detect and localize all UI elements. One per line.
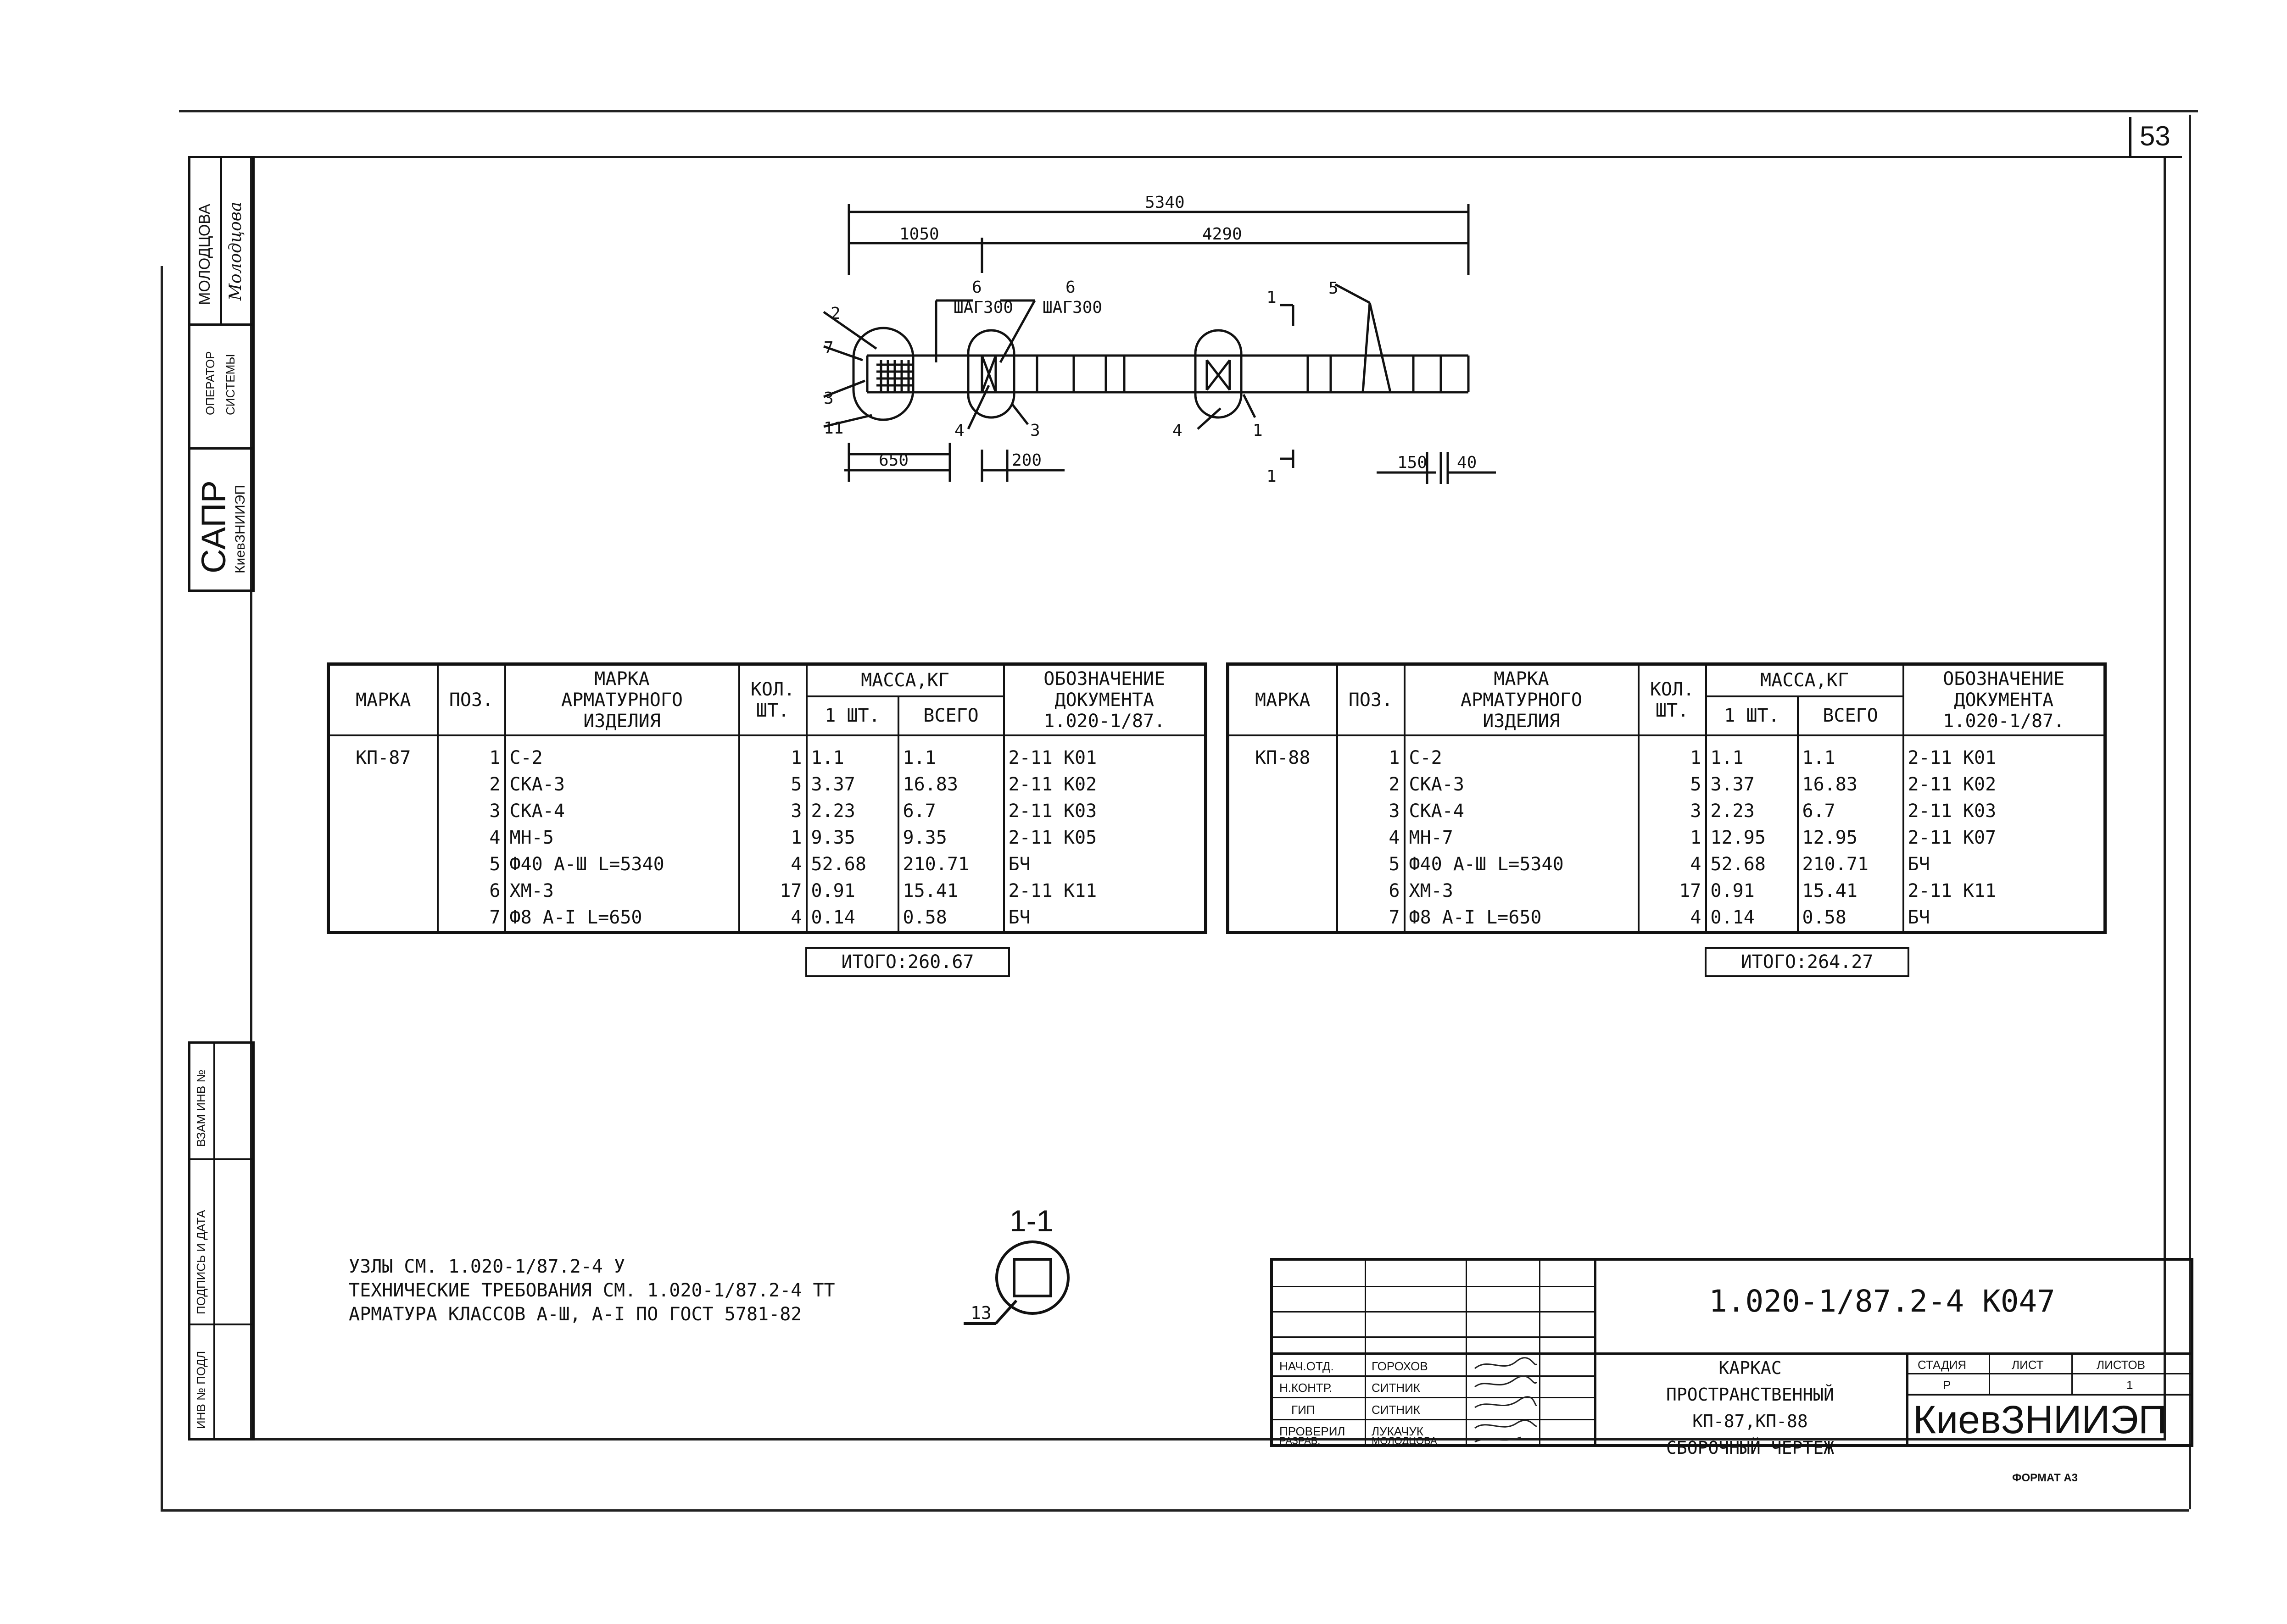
total-kp87 — [805, 947, 1010, 977]
mass-all-column: 1.1 16.83 6.7 12.95 210.71 15.41 0.58 — [1798, 735, 1903, 933]
header-item: МАРКА АРМАТУРНОГО ИЗДЕЛИЯ — [505, 664, 739, 735]
stage-value: Р — [1943, 1378, 1951, 1392]
spec-table-kp88 — [1226, 662, 2107, 934]
sapr-label: САПР — [195, 480, 233, 573]
step-b: ШАГ300 — [1043, 298, 1103, 317]
callout-6b: 6 — [1065, 278, 1076, 297]
doc-column: 2-11 К01 2-11 К02 2-11 К03 2-11 К05 БЧ 2-11 К11 БЧ — [1004, 735, 1206, 933]
section-title: 1-1 — [1010, 1204, 1054, 1238]
name-1: ГОРОХОВ — [1372, 1359, 1428, 1373]
name-4: ЛУКАЧУК — [1372, 1424, 1424, 1438]
section-mark-bottom: 1 — [1266, 467, 1277, 486]
callout-2: 2 — [831, 304, 841, 323]
dim-40: 40 — [1457, 453, 1477, 472]
callout-1: 1 — [1253, 421, 1263, 440]
name-2: СИТНИК — [1372, 1381, 1420, 1395]
left-sheet-line — [161, 266, 163, 1509]
callout-7: 7 — [824, 339, 834, 357]
organization: КиевЗНИИЭП — [1913, 1398, 2167, 1442]
role-nach-otd: НАЧ.ОТД. — [1279, 1359, 1334, 1373]
title-block — [1270, 1258, 2193, 1458]
name-3: СИТНИК — [1372, 1403, 1420, 1417]
vzam-inv-label: ВЗАМ ИНВ № — [194, 1069, 208, 1147]
header-mass: МАССА,КГ — [807, 664, 1004, 696]
mass-1-column: 1.1 3.37 2.23 9.35 52.68 0.91 0.14 — [807, 735, 898, 933]
side-name: МОЛОДЦОВА — [196, 204, 213, 305]
sheets-value: 1 — [2126, 1378, 2133, 1392]
operator-label: ОПЕРАТОР — [203, 351, 217, 415]
role-n-kontr: Н.КОНТР. — [1279, 1381, 1333, 1395]
name-5: МОЛОДЦОВА — [1372, 1435, 1437, 1446]
spec-table-kp87 — [327, 662, 1207, 934]
callout-11: 11 — [824, 419, 844, 438]
note-2: ТЕХНИЧЕСКИЕ ТРЕБОВАНИЯ СМ. 1.020-1/87.2-4 ТТ — [349, 1280, 835, 1301]
dim-total: 5340 — [1145, 193, 1185, 212]
header-mass-1: 1 ШТ. — [807, 696, 898, 735]
note-1: УЗЛЫ СМ. 1.020-1/87.2-4 У — [349, 1256, 625, 1277]
callout-13: 13 — [971, 1303, 992, 1323]
inv-podl-label: ИНВ № ПОДЛ — [194, 1351, 208, 1429]
doc-column: 2-11 К01 2-11 К02 2-11 К03 2-11 К07 БЧ 2-11 К11 БЧ — [1903, 735, 2105, 933]
poz-column: 1 2 3 4 5 6 7 — [1337, 735, 1405, 933]
format-label: ФОРМАТ А3 — [2012, 1472, 2078, 1484]
header-qty: КОЛ. ШТ. — [1639, 664, 1706, 735]
top-sheet-line — [179, 110, 2198, 112]
qty-column: 1 5 3 1 4 17 4 — [1639, 735, 1706, 933]
callout-5: 5 — [1328, 279, 1339, 298]
header-marka: МАРКА — [1228, 664, 1337, 735]
mark-cell: КП-87 — [329, 735, 438, 933]
stage-label: СТАДИЯ — [1918, 1358, 1967, 1372]
step-a: ШАГ300 — [954, 298, 1014, 317]
side-stamp-top — [188, 156, 255, 592]
header-qty: КОЛ. ШТ. — [739, 664, 807, 735]
note-3: АРМАТУРА КЛАССОВ А-Ш, А-I ПО ГОСТ 5781-82 — [349, 1304, 802, 1325]
side-signature: Молодцова — [226, 201, 245, 300]
operator-label-2: СИСТЕМЫ — [223, 354, 237, 415]
header-mass-all: ВСЕГО — [1798, 696, 1903, 735]
header-poz: ПОЗ. — [438, 664, 505, 735]
drawing-title: КАРКАС ПРОСТРАНСТВЕННЫЙ КП-87,КП-88 СБОРОЧНЫЙ ЧЕРТЕЖ — [1666, 1358, 1835, 1458]
section-drawing — [936, 1239, 1083, 1330]
section-mark-top: 1 — [1266, 288, 1277, 307]
callout-4a: 4 — [954, 421, 965, 440]
role-razrab: РАЗРАБ. — [1279, 1435, 1321, 1446]
header-doc: ОБОЗНАЧЕНИЕ ДОКУМЕНТА 1.020-1/87. — [1903, 664, 2105, 735]
bottom-sheet-line — [161, 1509, 2189, 1512]
header-doc: ОБОЗНАЧЕНИЕ ДОКУМЕНТА 1.020-1/87. — [1004, 664, 1206, 735]
sheets-label: ЛИСТОВ — [2097, 1358, 2145, 1372]
item-column: С-2 СКА-3 СКА-4 МН-7 Ф40 А-Ш L=5340 ХМ-3 Ф8 А-I L=650 — [1405, 735, 1639, 933]
callout-3a: 3 — [824, 389, 834, 408]
header-mass-1: 1 ШТ. — [1706, 696, 1798, 735]
sheet-number-box — [2129, 117, 2182, 158]
callout-6a: 6 — [972, 278, 982, 297]
qty-column: 1 5 3 1 4 17 4 — [739, 735, 807, 933]
sheet-label: ЛИСТ — [2012, 1358, 2044, 1372]
header-marka: МАРКА — [329, 664, 438, 735]
dim-right: 4290 — [1202, 225, 1242, 244]
sheet-number: 53 — [2140, 121, 2170, 151]
role-proveril: ПРОВЕРИЛ — [1279, 1424, 1345, 1438]
dim-150: 150 — [1397, 453, 1428, 472]
total-kp87-text: ИТОГО:260.67 — [841, 951, 974, 973]
dim-left: 1050 — [899, 225, 939, 244]
total-kp88-text: ИТОГО:264.27 — [1740, 951, 1874, 973]
header-mass: МАССА,КГ — [1706, 664, 1903, 696]
assembly-drawing — [780, 184, 1537, 505]
callout-4b: 4 — [1172, 421, 1183, 440]
signatures — [1470, 1355, 1539, 1444]
mark-cell: КП-88 — [1228, 735, 1337, 933]
side-stamp-bottom — [188, 1041, 255, 1440]
mass-1-column: 1.1 3.37 2.23 12.95 52.68 0.91 0.14 — [1706, 735, 1798, 933]
header-item: МАРКА АРМАТУРНОГО ИЗДЕЛИЯ — [1405, 664, 1639, 735]
podpis-data-label: ПОДПИСЬ И ДАТА — [194, 1210, 208, 1314]
document-code: 1.020-1/87.2-4 К047 — [1709, 1284, 2055, 1319]
sapr-org: КиевЗНИИЭП — [233, 485, 248, 573]
role-gip: ГИП — [1291, 1403, 1315, 1417]
mass-all-column: 1.1 16.83 6.7 9.35 210.71 15.41 0.58 — [898, 735, 1004, 933]
dim-200: 200 — [1012, 451, 1042, 470]
notes — [349, 1255, 835, 1326]
poz-column: 1 2 3 4 5 6 7 — [438, 735, 505, 933]
dim-650: 650 — [879, 451, 909, 470]
item-column: С-2 СКА-3 СКА-4 МН-5 Ф40 А-Ш L=5340 ХМ-3 Ф8 А-I L=650 — [505, 735, 739, 933]
total-kp88 — [1705, 947, 1909, 977]
header-mass-all: ВСЕГО — [898, 696, 1004, 735]
callout-3b: 3 — [1030, 421, 1040, 440]
header-poz: ПОЗ. — [1337, 664, 1405, 735]
